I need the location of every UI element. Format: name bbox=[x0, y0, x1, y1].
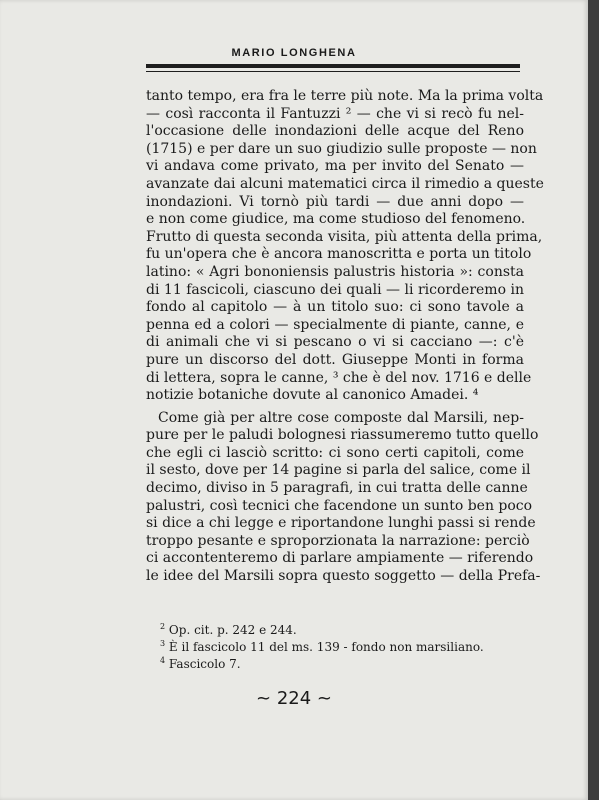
header-rule-thick bbox=[146, 64, 520, 68]
footnotes bbox=[160, 622, 520, 673]
text-line: e non come giudice, ma come studioso del fenomeno. bbox=[146, 211, 526, 228]
page-number: ~ 224 ~ bbox=[256, 688, 332, 709]
footnote-mark: 2 bbox=[160, 622, 166, 631]
text-line: troppo pesante e sproporzionata la narrazione: perciò bbox=[146, 532, 530, 549]
footnote bbox=[160, 656, 520, 673]
footnote bbox=[160, 639, 520, 656]
text-line: vi andava come privato, ma per invito del Senato — bbox=[146, 158, 524, 175]
text-line: che egli ci lasciò scritto: ci sono certi capitoli, come bbox=[146, 444, 524, 461]
running-head: MARIO LONGHENA bbox=[231, 47, 357, 59]
text-line: pure per le paludi bolognesi riassumeremo tutto quello bbox=[146, 427, 539, 444]
header-rule-thin bbox=[146, 71, 520, 72]
text-line: fondo al capitolo — à un titolo suo: ci sono tavole a bbox=[146, 299, 524, 316]
text-line: avanzate dai alcuni matematici circa il rimedio a queste bbox=[146, 175, 544, 192]
text-line: Frutto di questa seconda visita, più attenta della prima, bbox=[146, 228, 543, 245]
text-line: di animali che vi si pescano o vi si cacciano —: c'è bbox=[146, 334, 524, 351]
text-line: Come già per altre cose composte dal Marsili, nep- bbox=[158, 409, 524, 426]
footnote bbox=[160, 622, 520, 639]
text-line: inondazioni. Vi tornò più tardi — due anni dopo — bbox=[146, 193, 524, 210]
text-line: il sesto, dove per 14 pagine si parla del salice, come il bbox=[146, 462, 531, 479]
text-line: ci accontenteremo di parlare ampiamente — riferendo bbox=[146, 550, 534, 567]
text-line: palustri, così tecnici che facendone un sunto ben poco bbox=[146, 497, 533, 514]
footnote-mark: 4 bbox=[160, 656, 166, 665]
paragraph-1 bbox=[146, 88, 544, 405]
text-line: di lettera, sopra le canne, ³ che è del nov. 1716 e delle bbox=[146, 369, 532, 386]
footnote-text: È il fascicolo 11 del ms. 139 - fondo non marsiliano. bbox=[168, 640, 484, 654]
text-line: latino: « Agri bononiensis palustris historia »: consta bbox=[146, 263, 524, 280]
text-line: decimo, diviso in 5 paragrafi, in cui tratta delle canne bbox=[146, 480, 528, 497]
text-line: di 11 fascicoli, ciascuno dei quali — li ricorderemo in bbox=[146, 281, 524, 298]
text-line: — così racconta il Fantuzzi ² — che vi si recò fu nel- bbox=[146, 105, 524, 122]
text-line: penna ed a colori — specialmente di piante, canne, e bbox=[146, 316, 524, 333]
text-line: si dice a chi legge e riportandone lunghi passi si rende bbox=[146, 515, 536, 532]
footnote-text: Op. cit. p. 242 e 244. bbox=[168, 623, 297, 637]
paragraph-2 bbox=[146, 409, 541, 586]
text-line: le idee del Marsili sopra questo soggetto — della Prefa- bbox=[146, 568, 541, 585]
footnote-text: Fascicolo 7. bbox=[168, 657, 241, 671]
text-line: (1715) e per dare un suo giudizio sulle proposte — non bbox=[146, 140, 537, 157]
text-line: fu un'opera che è ancora manoscritta e porta un titolo bbox=[146, 246, 532, 263]
text-line: tanto tempo, era fra le terre più note. Ma la prima volta bbox=[146, 88, 544, 104]
text-line: notizie botaniche dovute al canonico Amadei. ⁴ bbox=[146, 387, 479, 404]
text-line: l'occasione delle inondazioni delle acque del Reno bbox=[146, 123, 524, 140]
body-text bbox=[146, 88, 544, 586]
footnote-mark: 3 bbox=[160, 639, 166, 648]
text-line: pure un discorso del dott. Giuseppe Monti in forma bbox=[146, 351, 524, 368]
